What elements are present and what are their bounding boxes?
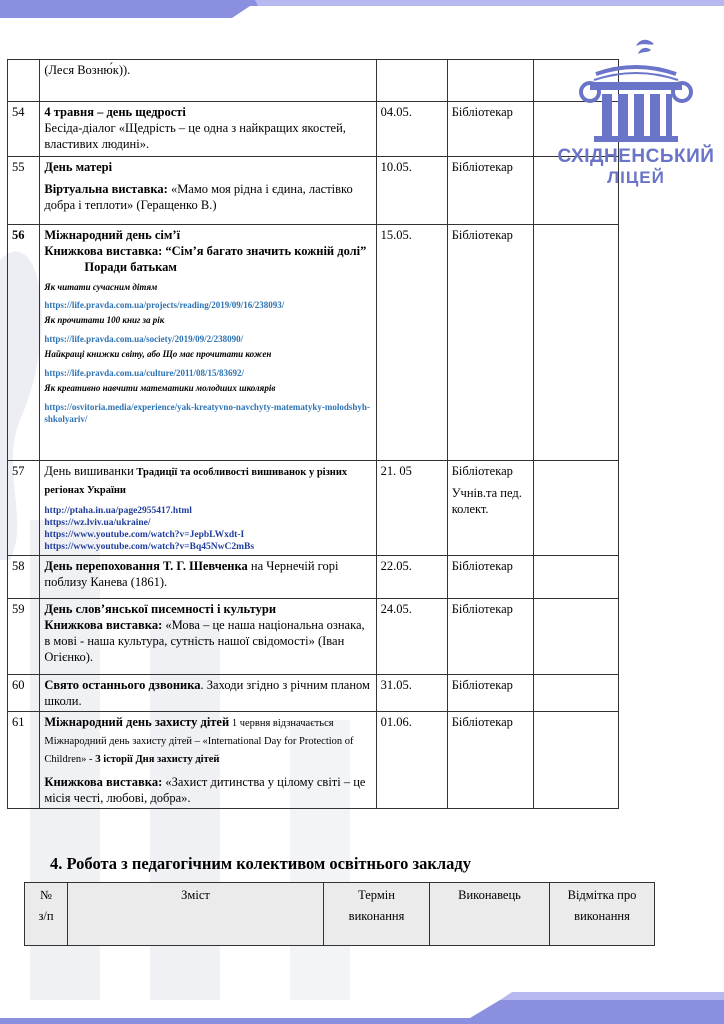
row-content — [40, 225, 376, 461]
row-content — [40, 556, 376, 599]
event-subtitle: Традиції та особливості вишиванок у різних регіонах України — [44, 467, 348, 496]
column-emblem-icon — [556, 36, 716, 146]
resource-link[interactable]: https://www.youtube.com/watch?v=JepbLWxdt-I — [44, 530, 245, 540]
event-description: 1 червня відзначається Міжнародний день захисту дітей – «International Day for Protection of Children» - — [44, 718, 354, 765]
row-date: 01.06. — [376, 712, 447, 809]
row-content — [40, 157, 376, 225]
row-executor: Бібліотекар — [447, 599, 534, 675]
event-text: «Мамо моя рідна і єдина, ластівко добра і теплоти» (Геращенко В.) — [44, 182, 353, 212]
row-note — [534, 599, 619, 675]
row-executor: Бібліотекар — [447, 102, 534, 157]
table-row — [8, 60, 619, 102]
row-content — [40, 60, 376, 102]
row-date: 31.05. — [376, 675, 447, 712]
row-executor: Бібліотекар — [447, 225, 534, 461]
row-note — [534, 225, 619, 461]
resource-link[interactable]: https://www.youtube.com/watch?v=Bq45NwC2mBs — [44, 542, 255, 552]
row-executor: Бібліотекар — [447, 556, 534, 599]
resource-link[interactable]: https://life.pravda.com.ua/society/2019/09/2/238090/ — [44, 334, 244, 344]
event-text: на Чернечій горі поблизу Канева (1861). — [44, 559, 339, 589]
row-number: 56 — [8, 225, 40, 461]
logo-subtitle: ЛІЦЕЙ — [607, 168, 665, 187]
bottom-banner — [0, 990, 724, 1024]
event-title: День вишиванки — [44, 464, 134, 478]
header-row — [25, 883, 655, 946]
event-text: . Заходи згідно з річним планом школи. — [44, 678, 370, 708]
table-row — [8, 675, 619, 712]
row-date — [376, 60, 447, 102]
exhibition-label: Віртуальна виставка: — [44, 182, 168, 196]
row-number: 58 — [8, 556, 40, 599]
row-number: 61 — [8, 712, 40, 809]
row-executor: Бібліотекар — [447, 157, 534, 225]
row-content — [40, 461, 376, 556]
row-content — [40, 712, 376, 809]
table-row — [8, 599, 619, 675]
top-banner — [0, 0, 724, 18]
staff-work-table — [24, 882, 655, 946]
row-note — [534, 461, 619, 556]
row-number: 57 — [8, 461, 40, 556]
resource-link[interactable]: https://life.pravda.com.ua/culture/2011/08/15/83692/ — [44, 368, 244, 378]
event-title: День слов’янської писемності і культури — [44, 602, 277, 616]
row-executor — [447, 60, 534, 102]
event-text: «Мова – це наша національна ознака, в мові - наша культура, сутність нашої свідомості» (Іван Огієнко). — [44, 618, 365, 664]
table-row — [8, 556, 619, 599]
link-description: Як креативно навчити математики молодших школярів — [44, 383, 276, 393]
event-title: День перепоховання Т. Г. Шевченка — [44, 559, 248, 573]
row-number — [8, 60, 40, 102]
executor-secondary: Учнів.та пед. колект. — [451, 486, 522, 516]
link-intro: Як читати сучасним дітям — [44, 282, 158, 292]
school-logo — [556, 36, 716, 196]
logo-title: СХІДНЕНСЬКИЙ — [557, 146, 715, 167]
events-table — [7, 59, 619, 809]
history-link: З історії Дня захисту дітей — [95, 754, 220, 765]
header-number: № з/п — [25, 883, 68, 946]
resource-link[interactable]: http://ptaha.in.ua/page2955417.html — [44, 506, 192, 516]
row-number: 59 — [8, 599, 40, 675]
event-title: 4 травня – день щедрості — [44, 105, 186, 119]
table-row — [8, 102, 619, 157]
table-row — [8, 225, 619, 461]
row-content — [40, 599, 376, 675]
table-row — [8, 712, 619, 809]
row-number: 55 — [8, 157, 40, 225]
row-date: 10.05. — [376, 157, 447, 225]
row-note — [534, 556, 619, 599]
resource-link[interactable]: https://wz.lviv.ua/ukraine/ — [44, 518, 151, 528]
section-heading: 4. Робота з педагогічним колективом освітнього закладу — [50, 854, 471, 873]
row-date: 15.05. — [376, 225, 447, 461]
row-content — [40, 675, 376, 712]
header-content: Зміст — [68, 883, 324, 946]
content-text: (Леся Возню́к)). — [44, 63, 131, 77]
event-text: Бесіда-діалог «Щедрість – це одна з найкращих якостей, властивих людині». — [44, 121, 346, 151]
row-note — [534, 712, 619, 809]
row-date: 04.05. — [376, 102, 447, 157]
row-note — [534, 675, 619, 712]
row-content — [40, 102, 376, 157]
exhibition-label: Книжкова виставка: — [44, 775, 163, 789]
resource-link[interactable]: https://osvitoria.media/experience/yak-kreatyvno-navchyty-matematyky-molodshyh-shkolyariv/ — [44, 402, 370, 424]
link-description: Найкращі книжки світу, або Що має прочитати кожен — [44, 349, 272, 359]
event-title: День матері — [44, 160, 113, 174]
event-title: Міжнародний день захисту дітей — [44, 715, 230, 729]
row-date: 21. 05 — [376, 461, 447, 556]
event-text: «Захист дитинства у цілому світі – це місія честі, любові, добра». — [44, 775, 366, 805]
advice-subtitle: Поради батькам — [84, 260, 177, 274]
header-executor: Виконавець — [430, 883, 550, 946]
table-row — [8, 157, 619, 225]
row-number: 54 — [8, 102, 40, 157]
exhibition-label: Книжкова виставка: — [44, 618, 163, 632]
event-title: Міжнародний день сім’ї — [44, 228, 181, 242]
row-date: 24.05. — [376, 599, 447, 675]
link-description: Як прочитати 100 книг за рік — [44, 315, 165, 325]
header-mark: Відмітка про виконання — [550, 883, 655, 946]
row-executor: Бібліотекар — [447, 675, 534, 712]
row-executor — [447, 461, 534, 556]
row-number: 60 — [8, 675, 40, 712]
exhibition-title: Книжкова виставка: “Сім’я багато значить кожній долі” — [44, 244, 367, 258]
row-date: 22.05. — [376, 556, 447, 599]
event-title: Свято останнього дзвоника — [44, 678, 201, 692]
header-term: Термін виконання — [324, 883, 430, 946]
executor-primary: Бібліотекар — [451, 464, 513, 478]
row-executor: Бібліотекар — [447, 712, 534, 809]
resource-link[interactable]: https://life.pravda.com.ua/projects/reading/2019/09/16/238093/ — [44, 300, 285, 310]
table-row — [8, 461, 619, 556]
